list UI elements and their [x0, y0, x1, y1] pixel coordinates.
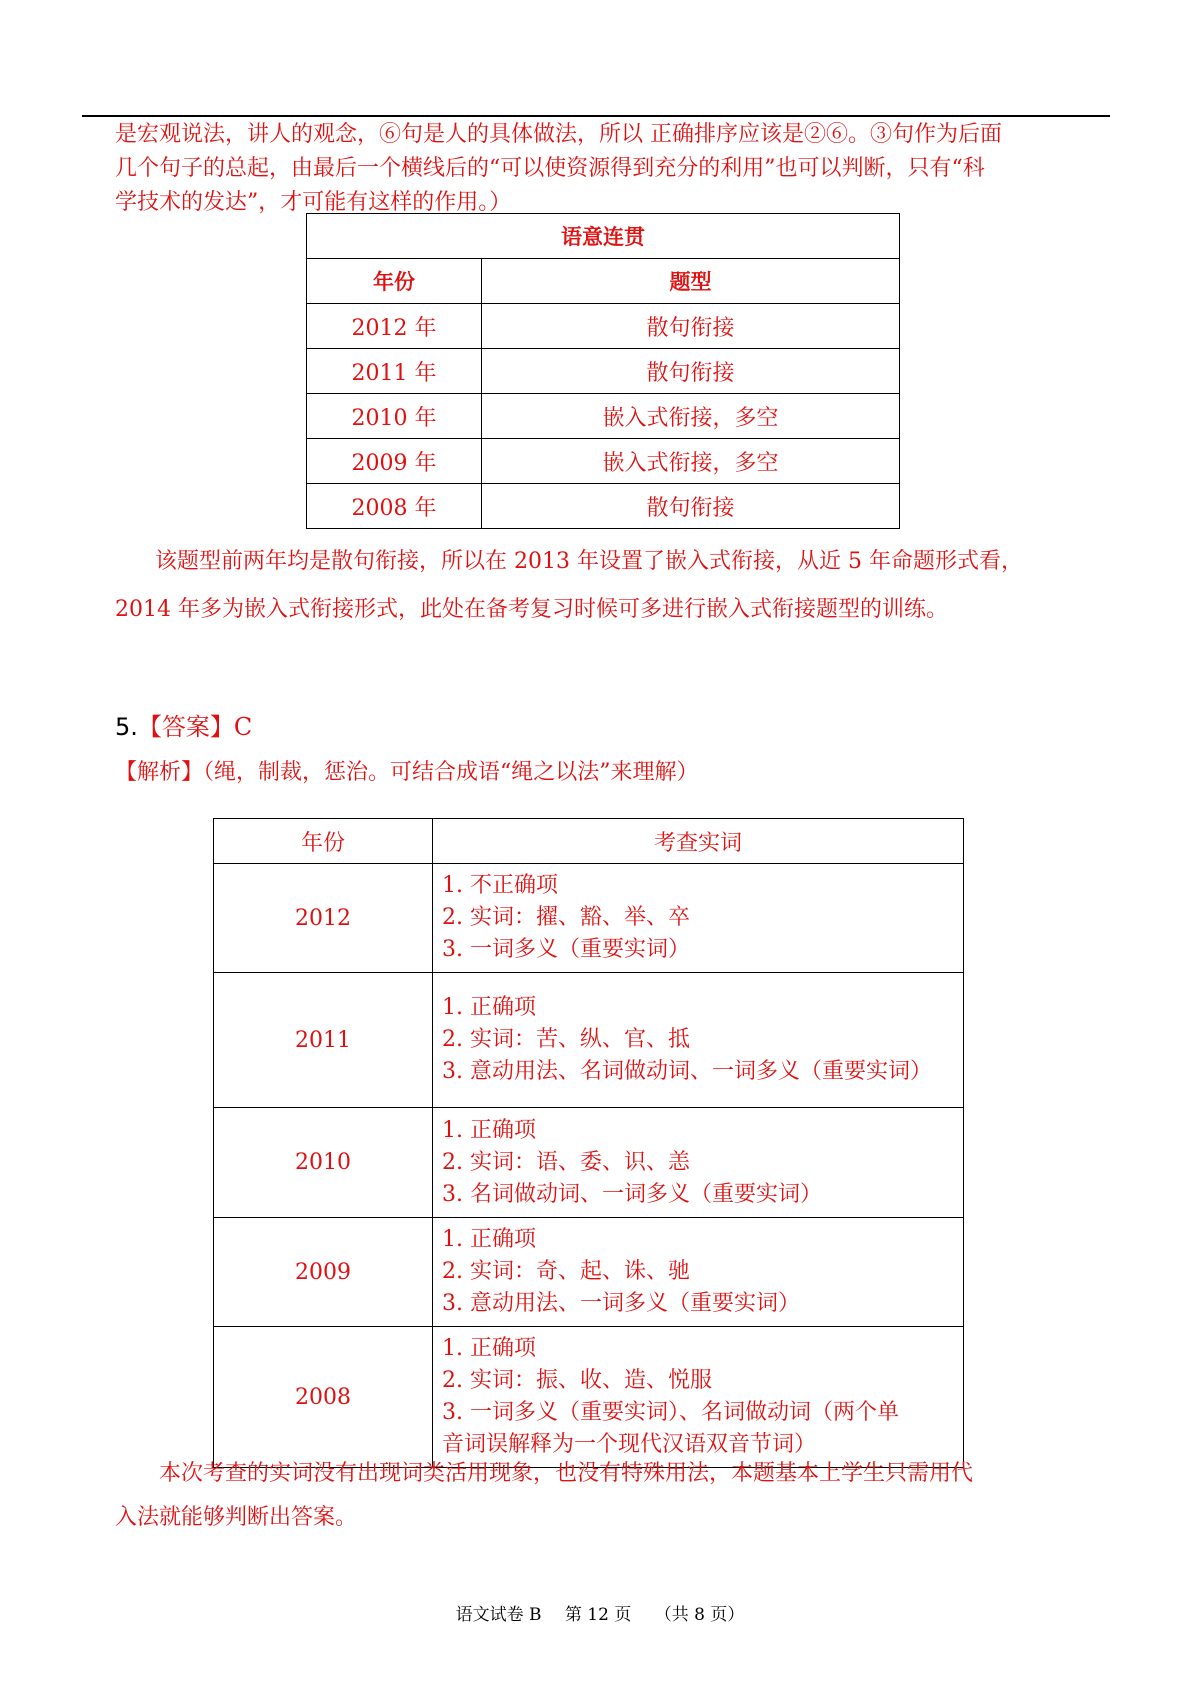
list-item: 2. 实词：擢、豁、举、卒: [442, 905, 690, 930]
answer-label: 【答案】: [137, 713, 234, 741]
table1-type-cell: 散句衔接: [482, 349, 900, 394]
table1-year-cell: 2009 年: [307, 439, 482, 484]
list-item: 1. 正确项: [442, 1336, 536, 1361]
list-item: 1. 不正确项: [442, 873, 558, 898]
table2-year-cell: 2012: [214, 864, 433, 973]
note2-paragraph: [115, 1452, 1095, 1540]
question-number: 5.: [115, 713, 138, 741]
note1-line: 该题型前两年均是散句衔接，所以在 2013 年设置了嵌入式衔接，从近 5 年命题形式看，: [155, 549, 1023, 574]
table1-year-cell: 2008 年: [307, 484, 482, 529]
footer-page-number: 第 12 页: [564, 1605, 632, 1625]
table2-items-cell: [433, 1327, 964, 1468]
header-rule: [82, 115, 1110, 117]
footer-paper-name: 语文试卷 B: [455, 1605, 542, 1625]
answer-value: C: [233, 713, 253, 741]
list-item: 3. 一词多义（重要实词）、名词做动词（两个单: [442, 1400, 899, 1425]
coherence-table: [306, 213, 900, 529]
table2-items-cell: [433, 864, 964, 973]
footer-page-total: （共 8 页）: [654, 1605, 745, 1625]
analysis-line: [115, 756, 699, 790]
table-row: [214, 1327, 964, 1468]
note1-paragraph: [115, 538, 1095, 634]
table1-type-cell: 散句衔接: [482, 484, 900, 529]
list-item: 1. 正确项: [442, 1117, 536, 1143]
table1-type-cell: 嵌入式衔接，多空: [482, 394, 900, 439]
note2-line: 入法就能够判断出答案。: [115, 1505, 358, 1530]
table2-year-cell: 2008: [214, 1327, 433, 1468]
table-row: [307, 304, 900, 349]
table-row: [214, 1108, 964, 1218]
list-item: 1. 正确项: [442, 1227, 536, 1252]
table-row: [307, 484, 900, 529]
table1-year-cell: 2010 年: [307, 394, 482, 439]
table2-year-cell: 2011: [214, 973, 433, 1108]
table2-header-year: 年份: [214, 819, 433, 864]
table2-items-cell: [433, 1108, 964, 1218]
table2-header-words: 考查实词: [433, 819, 964, 864]
table1-title: 语意连贯: [307, 214, 900, 259]
table1-header-type: 题型: [482, 259, 900, 304]
list-item: 3. 意动用法、一词多义（重要实词）: [442, 1291, 800, 1316]
analysis-label: 【解析】: [115, 760, 204, 785]
table-row: [214, 1218, 964, 1327]
content-words-table: [213, 818, 964, 1468]
note1-line: 2014 年多为嵌入式衔接形式，此处在备考复习时候可多进行嵌入式衔接题型的训练。: [115, 597, 948, 622]
intro-paragraph: [115, 118, 1095, 220]
intro-line: 是宏观说法，讲人的观念，⑥句是人的具体做法，所以 正确排序应该是②⑥。③句作为后面: [115, 122, 1002, 147]
list-item: 3. 名词做动词、一词多义（重要实词）: [442, 1181, 822, 1207]
table2-items-cell: [433, 1218, 964, 1327]
list-item: 音词误解释为一个现代汉语双音节词）: [442, 1432, 817, 1457]
table-row: [214, 973, 964, 1108]
table2-year-cell: 2010: [214, 1108, 433, 1218]
analysis-text: （绳，制裁，惩治。可结合成语“绳之以法”来理解）: [203, 760, 699, 785]
list-item: 3. 一词多义（重要实词）: [442, 937, 690, 962]
list-item: 2. 实词：奇、起、诛、驰: [442, 1259, 690, 1284]
table-row: [307, 439, 900, 484]
list-item: 2. 实词：振、收、造、悦服: [442, 1368, 712, 1393]
intro-line: 几个句子的总起，由最后一个横线后的“可以使资源得到充分的利用”也可以判断，只有“科: [115, 156, 985, 181]
table1-year-cell: 2011 年: [307, 349, 482, 394]
list-item: 1. 正确项: [442, 995, 536, 1020]
table-row: [307, 394, 900, 439]
table1-type-cell: 嵌入式衔接，多空: [482, 439, 900, 484]
table-row: [214, 864, 964, 973]
table2-year-cell: 2009: [214, 1218, 433, 1327]
list-item: 2. 实词：语、委、识、恙: [442, 1149, 690, 1175]
intro-line: 学技术的发达”，才可能有这样的作用。）: [115, 190, 512, 215]
note2-line: 本次考查的实词没有出现词类活用现象，也没有特殊用法，本题基本上学生只需用代: [159, 1461, 974, 1486]
table-row: [307, 349, 900, 394]
table1-year-cell: 2012 年: [307, 304, 482, 349]
list-item: 3. 意动用法、名词做动词、一词多义（重要实词）: [442, 1059, 932, 1084]
question5-heading: [115, 710, 252, 744]
table2-items-cell: [433, 973, 964, 1108]
table1-header-year: 年份: [307, 259, 482, 304]
list-item: 2. 实词：苦、纵、官、抵: [442, 1027, 690, 1052]
table1-type-cell: 散句衔接: [482, 304, 900, 349]
page-footer: [0, 1600, 1200, 1625]
